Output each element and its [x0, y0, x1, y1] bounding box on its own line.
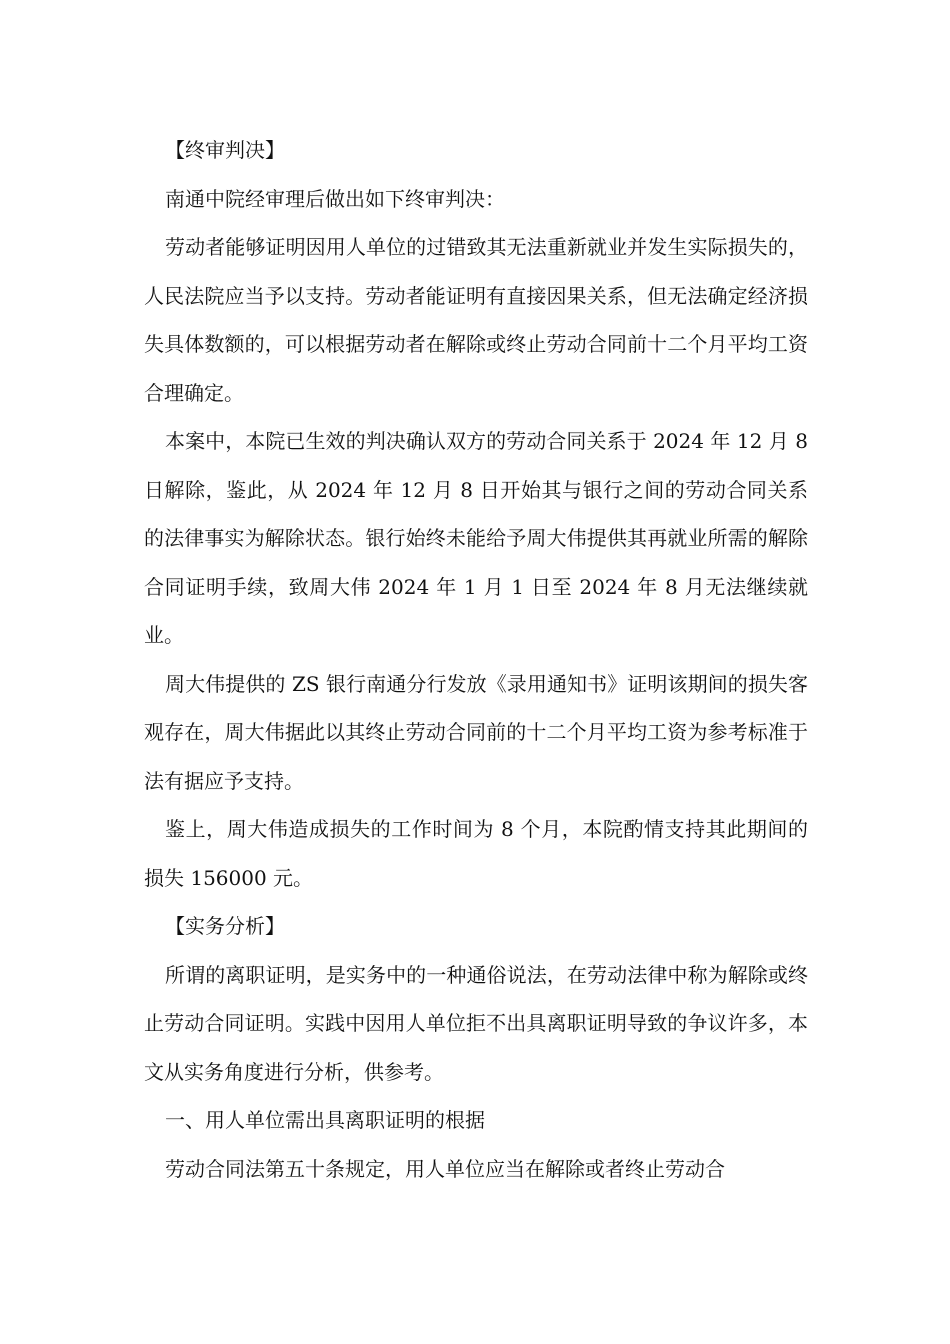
paragraph-case-facts: 本案中，本院已生效的判决确认双方的劳动合同关系于 2024 年 12 月 8 日解除，鉴此，从 2024 年 12 月 8 日开始其与银行之间的劳动合同关系的法律事实为解除状态。银行始终未能给予周大伟提供其再就业所需的解除合同证明手续，致周大伟 2024 年 1 月 1 日至 2024 年 8 月无法继续就业。 — [144, 429, 808, 647]
document-body — [144, 126, 808, 1193]
paragraph-principle: 劳动者能够证明因用人单位的过错致其无法重新就业并发生实际损失的，人民法院应当予以支持。劳动者能证明有直接因果关系，但无法确定经济损失具体数额的，可以根据劳动者在解除或终止劳动合同前十二个月平均工资合理确定。 — [144, 235, 808, 405]
paragraph-evidence: 周大伟提供的 ZS 银行南通分行发放《录用通知书》证明该期间的损失客观存在，周大伟据此以其终止劳动合同前的十二个月平均工资为参考标准于法有据应予支持。 — [144, 671, 808, 793]
paragraph-law-article: 劳动合同法第五十条规定，用人单位应当在解除或者终止劳动合 — [165, 1156, 725, 1181]
section-heading-practice-analysis: 【实务分析】 — [165, 914, 285, 938]
paragraph-intro: 南通中院经审理后做出如下终审判决： — [165, 186, 505, 211]
paragraph-definition: 所谓的离职证明，是实务中的一种通俗说法，在劳动法律中称为解除或终止劳动合同证明。实践中因用人单位拒不出具离职证明导致的争议许多，本文从实务角度进行分析，供参考。 — [144, 962, 808, 1084]
subheading-basis: 一、用人单位需出具离职证明的根据 — [165, 1108, 485, 1132]
paragraph-conclusion: 鉴上，周大伟造成损失的工作时间为 8 个月，本院酌情支持其此期间的损失 156000 元。 — [144, 817, 808, 890]
section-heading-final-judgment: 【终审判决】 — [165, 138, 285, 162]
